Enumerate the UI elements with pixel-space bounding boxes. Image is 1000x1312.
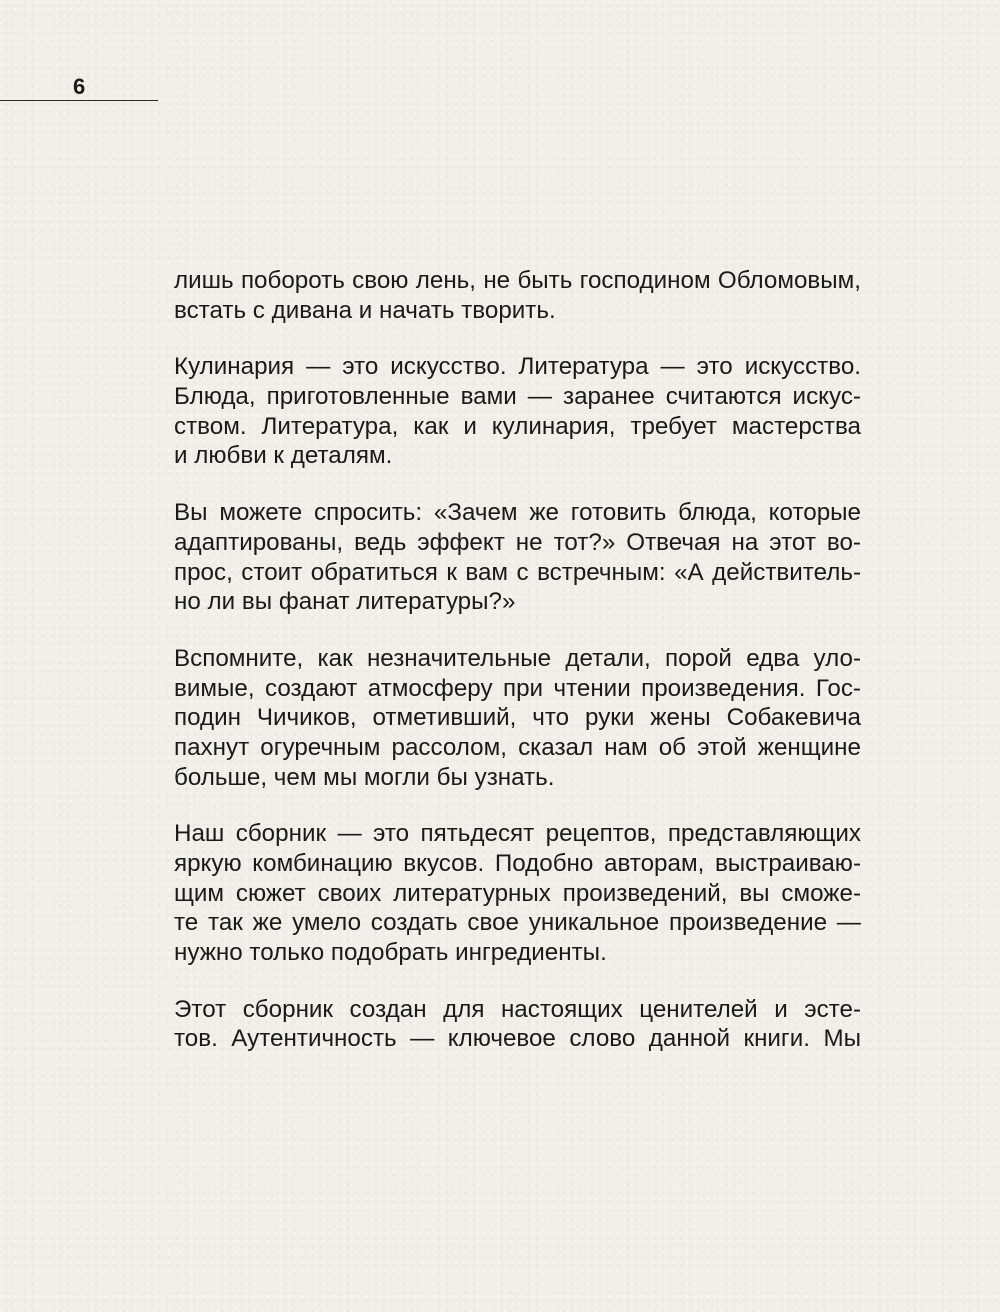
text-line: и любви к деталям. — [174, 442, 393, 470]
paragraph-1 — [174, 266, 861, 325]
text-line: лишь побороть свою лень, не быть господином Обломовым, — [174, 267, 861, 294]
page-number: 6 — [73, 74, 86, 99]
text-line: встать с дивана и начать творить. — [174, 296, 556, 324]
text-line: нужно только подобрать ингредиенты. — [174, 939, 607, 967]
paragraph-2 — [174, 352, 861, 471]
text-line: прос, стоит обратиться к вам с встречным: «А действитель- — [174, 558, 861, 586]
text-line: Этот сборник создан для настоящих ценителей и эсте- — [174, 995, 861, 1023]
paragraph-3 — [174, 498, 861, 617]
text-line: тов. Аутентичность — ключевое слово данной книги. Мы — [174, 1025, 861, 1053]
text-line: адаптированы, ведь эффект не тот?» Отвечая на этот во- — [174, 528, 861, 556]
text-line: подин Чичиков, отметивший, что руки жены Собакевича — [174, 704, 861, 732]
text-line: Кулинария — это искусство. Литература — это искусство. — [174, 353, 861, 381]
paragraph-4 — [174, 644, 861, 792]
text-line: Блюда, приготовленные вами — заранее считаются искус- — [174, 383, 861, 411]
text-line: щим сюжет своих литературных произведений, вы сможе- — [174, 879, 861, 907]
paragraph-6 — [174, 995, 861, 1054]
text-line: пахнут огуречным рассолом, сказал нам об этой женщине — [174, 733, 861, 761]
text-line: Вы можете спросить: «Зачем же готовить блюда, которые — [174, 499, 861, 527]
text-line: ством. Литература, как и кулинария, требует мастерства — [174, 412, 861, 440]
text-line: Наш сборник — это пятьдесят рецептов, представляющих — [174, 820, 861, 848]
text-line: вимые, создают атмосферу при чтении произведения. Гос- — [174, 674, 861, 702]
text-line: те так же умело создать свое уникальное произведение — — [174, 909, 861, 937]
paragraph-5 — [174, 819, 861, 967]
text-line: Вспомните, как незначительные детали, порой едва уло- — [174, 644, 861, 672]
body-text — [174, 266, 861, 1081]
text-line: больше, чем мы могли бы узнать. — [174, 763, 555, 791]
text-line: но ли вы фанат литературы?» — [174, 588, 516, 616]
text-line: яркую комбинацию вкусов. Подобно авторам, выстраиваю- — [174, 850, 861, 877]
header-rule — [0, 100, 158, 101]
